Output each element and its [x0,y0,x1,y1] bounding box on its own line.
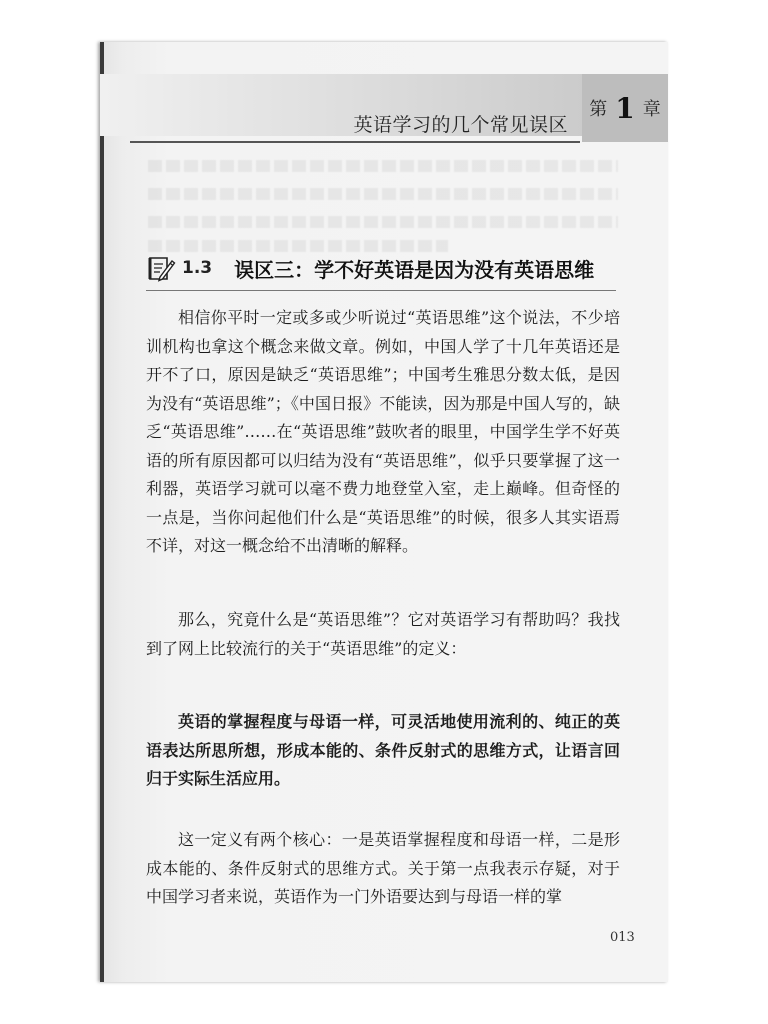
body-paragraph: 相信你平时一定或多或少听说过“英语思维”这个说法，不少培训机构也拿这个概念来做文章。例如，中国人学了十几年英语还是开不了口，原因是缺乏“英语思维”；中国考生雅思分数太低，是因为没有“英语思维”；《中国日报》不能读，因为那是中国人写的，缺乏“英语思维”……在“英语思维”鼓吹者的眼里，中国学生学不好英语的所有原因都可以归结为没有“英语思维”，似乎只要掌握了这一利器，英语学习就可以毫不费力地登堂入室，走上巅峰。但奇怪的一点是，当你问起他们什么是“英语思维”的时候，很多人其实语焉不详，对这一概念给不出清晰的解释。 [146,308,620,555]
show-through-line [148,216,618,228]
show-through-line [148,188,618,200]
notebook-pencil-icon [146,253,176,283]
header-rule [130,141,580,143]
section-title: 误区三：学不好英语是因为没有英语思维 [234,257,595,282]
chapter-suffix: 章 [642,99,661,120]
chapter-tab [582,74,668,142]
chapter-number: 1 [615,91,635,125]
running-header-title: 英语学习的几个常见误区 [353,114,568,136]
chapter-prefix: 第 [589,99,608,120]
body-paragraph: 那么，究竟什么是“英语思维”？它对英语学习有帮助吗？我找到了网上比较流行的关于“英语思维”的定义： [146,610,620,658]
section-number: 1.3 [182,258,213,278]
body-paragraph: 这一定义有两个核心：一是英语掌握程度和母语一样，二是形成本能的、条件反射式的思维方式。关于第一点我表示存疑，对于中国学习者来说，英语作为一门外语要达到与母语一样的掌 [146,830,620,906]
page-number: 013 [610,930,635,945]
show-through-line [148,160,618,172]
quoted-definition: 英语的掌握程度与母语一样，可灵活地使用流利的、纯正的英语表达所思所想，形成本能的、条件反射式的思维方式，让语言回归于实际生活应用。 [146,712,620,788]
book-page [100,42,668,982]
section-heading [146,248,616,288]
section-rule [146,290,616,291]
